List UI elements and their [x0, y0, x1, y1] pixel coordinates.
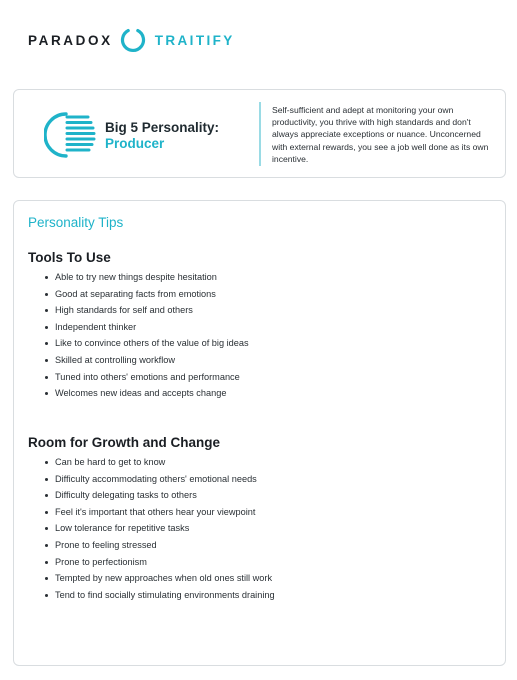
tips-section-title: Personality Tips	[28, 215, 124, 230]
list-item: Tend to find socially stimulating environments draining	[45, 587, 275, 604]
list-item: Tempted by new approaches when old ones still work	[45, 570, 275, 587]
list-item: Welcomes new ideas and accepts change	[45, 385, 249, 402]
ring-icon	[119, 26, 147, 54]
list-item: Low tolerance for repetitive tasks	[45, 520, 275, 537]
list-item: Independent thinker	[45, 319, 249, 336]
list-item: Difficulty delegating tasks to others	[45, 487, 275, 504]
personality-tips-card	[13, 200, 506, 666]
brand-paradox-wordmark: PARADOX	[28, 32, 113, 48]
growth-heading: Room for Growth and Change	[28, 435, 220, 450]
brand-traitify-wordmark: TRAITIFY	[154, 32, 235, 48]
list-item: High standards for self and others	[45, 302, 249, 319]
list-item: Prone to feeling stressed	[45, 537, 275, 554]
list-item: Good at separating facts from emotions	[45, 286, 249, 303]
personality-result-card	[13, 89, 506, 178]
list-item: Able to try new things despite hesitation	[45, 269, 249, 286]
growth-list	[45, 454, 275, 603]
personality-type-name: Producer	[105, 136, 165, 151]
list-item: Like to convince others of the value of big ideas	[45, 335, 249, 352]
tools-list	[45, 269, 249, 402]
list-item: Tuned into others' emotions and performance	[45, 369, 249, 386]
personality-description: Self-sufficient and adept at monitoring your own productivity, you thrive with high standards and don't always appreciate exceptions or nuance. Unconcerned with external rewards, you see a job well done as its own incentive.	[272, 105, 489, 164]
list-item: Feel it's important that others hear your viewpoint	[45, 504, 275, 521]
accent-divider	[259, 102, 261, 166]
list-item: Prone to perfectionism	[45, 554, 275, 571]
brand-logo	[28, 26, 235, 54]
list-item: Skilled at controlling workflow	[45, 352, 249, 369]
list-item: Can be hard to get to know	[45, 454, 275, 471]
producer-emblem-icon	[44, 107, 100, 163]
tools-heading: Tools To Use	[28, 250, 111, 265]
list-item: Difficulty accommodating others' emotional needs	[45, 471, 275, 488]
big5-heading: Big 5 Personality:	[105, 120, 220, 135]
